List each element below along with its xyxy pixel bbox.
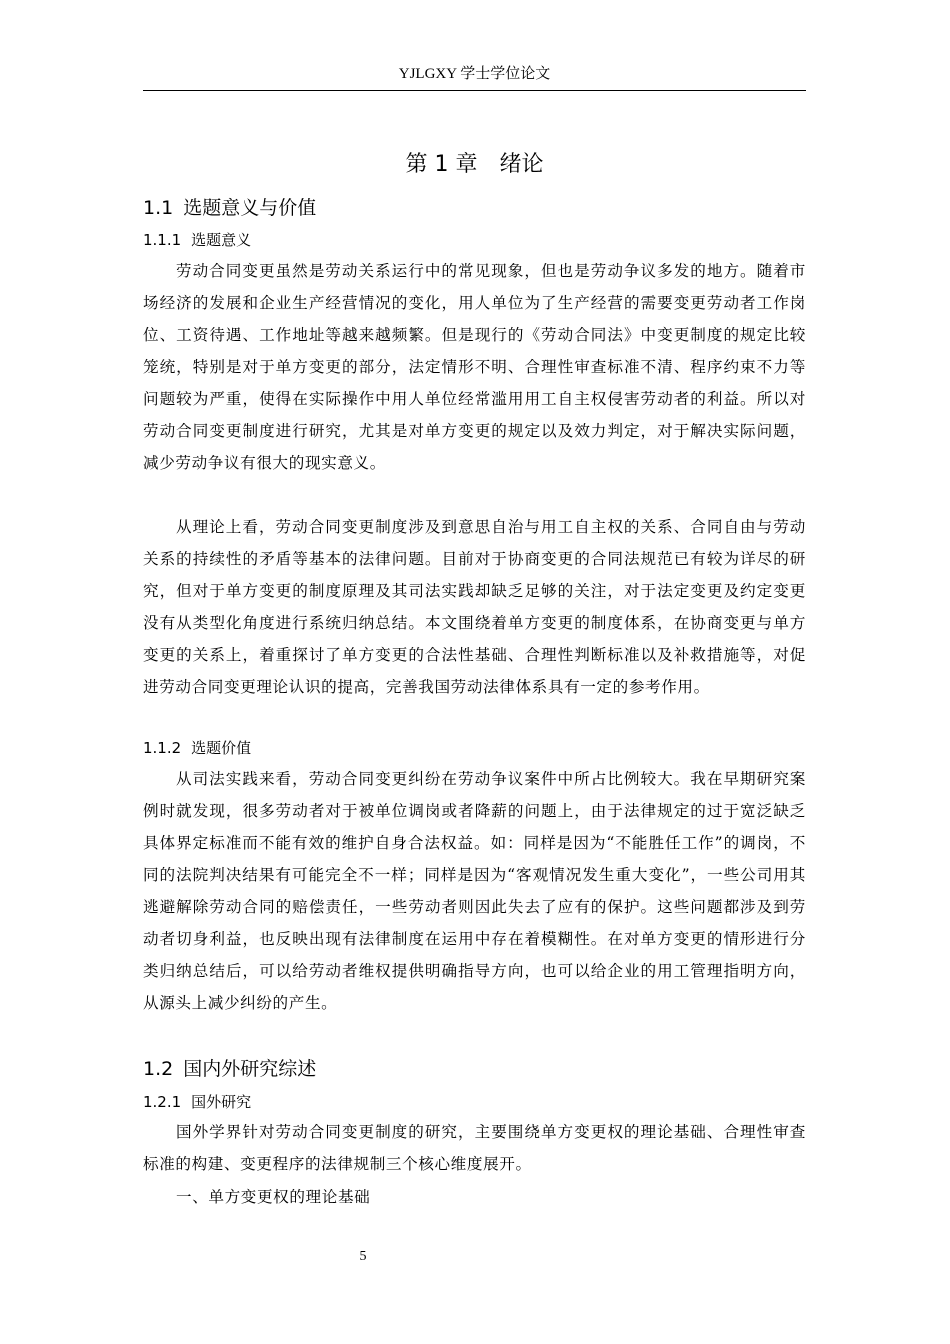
section-number: 1.1 — [143, 197, 174, 219]
section-number: 1.2 — [143, 1058, 174, 1080]
paragraph: 从司法实践来看，劳动合同变更纠纷在劳动争议案件中所占比例较大。我在早期研究案例时就发现，很多劳动者对于被单位调岗或者降薪的问题上，由于法律规定的过于宽泛缺乏具体界定标准而不能有效的维护自身合法权益。如：同样是因为“不能胜任工作”的调岗，不同的法院判决结果有可能完全不一样；同样是因为“客观情况发生重大变化”，一些公司用其逃避解除劳动合同的赔偿责任，一些劳动者则因此失去了应有的保护。这些问题都涉及到劳动者切身利益，也反映出现有法律制度在运用中存在着模糊性。在对单方变更的情形进行分类归纳总结后，可以给劳动者维权提供明确指导方向，也可以给企业的用工管理指明方向，从源头上减少纠纷的产生。 — [143, 770, 806, 1012]
subsection-title: 国外研究 — [191, 1093, 252, 1111]
subsection-title: 选题价值 — [191, 739, 252, 757]
chapter-title — [143, 148, 806, 182]
chapter-name: 绪论 — [499, 152, 544, 177]
subsection-title: 选题意义 — [191, 231, 252, 249]
subsection-heading-1-1-2 — [143, 735, 251, 761]
section-title: 选题意义与价值 — [183, 197, 317, 219]
chapter-number: 第 1 章 — [405, 152, 478, 177]
section-title: 国内外研究综述 — [183, 1058, 317, 1080]
subsection-heading-1-2-1 — [143, 1089, 251, 1115]
subsection-heading-1-1-1 — [143, 227, 251, 253]
subsection-number: 1.1.1 — [143, 231, 182, 249]
running-header: YJLGXY 学士学位论文 — [398, 66, 551, 82]
page-number: 5 — [359, 1249, 367, 1264]
section-heading-1-2 — [143, 1054, 316, 1084]
header-rule — [143, 90, 806, 91]
paragraph: 一、单方变更权的理论基础 — [176, 1188, 371, 1206]
paragraph: 从理论上看，劳动合同变更制度涉及到意思自治与用工自主权的关系、合同自由与劳动关系的持续性的矛盾等基本的法律问题。目前对于协商变更的合同法规范已有较为详尽的研究，但对于单方变更的制度原理及其司法实践却缺乏足够的关注，对于法定变更及约定变更没有从类型化角度进行系统归纳总结。本文围绕着单方变更的制度体系，在协商变更与单方变更的关系上，着重探讨了单方变更的合法性基础、合理性判断标准以及补救措施等，对促进劳动合同变更理论认识的提高，完善我国劳动法律体系具有一定的参考作用。 — [143, 518, 806, 696]
paragraph: 国外学界针对劳动合同变更制度的研究，主要围绕单方变更权的理论基础、合理性审查标准的构建、变更程序的法律规制三个核心维度展开。 — [143, 1123, 806, 1173]
subsection-number: 1.2.1 — [143, 1093, 182, 1111]
section-heading-1-1 — [143, 193, 316, 223]
paragraph: 劳动合同变更虽然是劳动关系运行中的常见现象，但也是劳动争议多发的地方。随着市场经济的发展和企业生产经营情况的变化，用人单位为了生产经营的需要变更劳动者工作岗位、工资待遇、工作地址等越来越频繁。但是现行的《劳动合同法》中变更制度的规定比较笼统，特别是对于单方变更的部分，法定情形不明、合理性审查标准不清、程序约束不力等问题较为严重，使得在实际操作中用人单位经常滥用用工自主权侵害劳动者的利益。所以对劳动合同变更制度进行研究，尤其是对单方变更的规定以及效力判定，对于解决实际问题，减少劳动争议有很大的现实意义。 — [143, 262, 806, 472]
subsection-number: 1.1.2 — [143, 739, 182, 757]
